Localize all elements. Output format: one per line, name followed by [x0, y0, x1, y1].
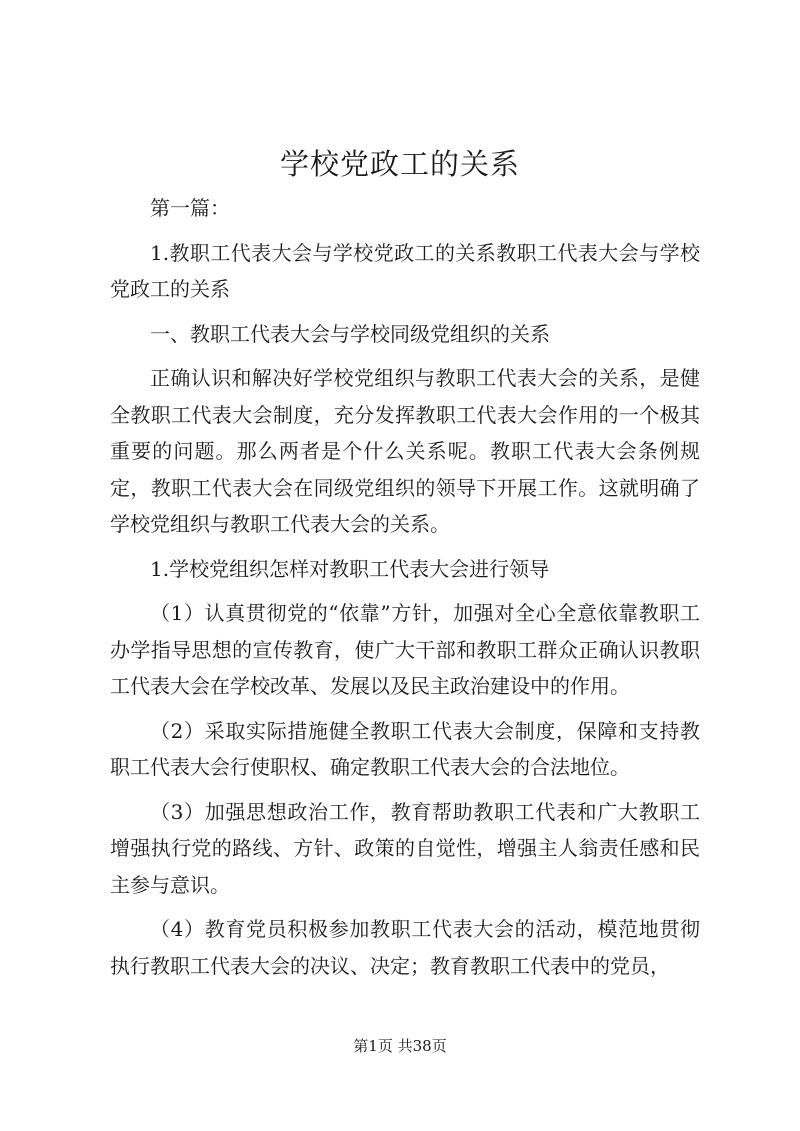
paragraph-body-1: 正确认识和解决好学校党组织与教职工代表大会的关系，是健全教职工代表大会制度，充分发挥教职工代表大会作用的一个极其重要的问题。那么两者是个什么关系呢。教职工代表大会条例规定，教职工代表大会在同级党组织的领导下开展工作。这就明确了学校党组织与教职工代表大会的关系。: [110, 366, 700, 536]
document-title: 学校党政工的关系: [279, 147, 520, 181]
paragraph-point-4: （4）教育党员积极参加教职工代表大会的活动，模范地贯彻执行教职工代表大会的决议、决定；教育教职工代表中的党员，: [110, 917, 700, 978]
paragraph-point-2: （2）采取实际措施健全教职工代表大会制度，保障和支持教职工代表大会行使职权、确定教职工代表大会的合法地位。: [110, 718, 700, 779]
paragraph-point-3: （3）加强思想政治工作，教育帮助教职工代表和广大教职工增强执行党的路线、方针、政策的自觉性，增强主人翁责任感和民主参与意识。: [110, 799, 700, 897]
paragraph-item-1: 1.教职工代表大会与学校党政工的关系教职工代表大会与学校党政工的关系: [110, 240, 700, 301]
paragraph-subheading-1: 一、教职工代表大会与学校同级党组织的关系: [150, 321, 550, 346]
paragraph-subheading-2: 1.学校党组织怎样对教职工代表大会进行领导: [150, 556, 550, 581]
page-number-footer: 第1页 共38页: [353, 1037, 447, 1055]
paragraph-section-heading: 第一篇：: [150, 196, 230, 220]
paragraph-point-1: （1）认真贯彻党的“依靠”方针，加强对全心全意依靠教职工办学指导思想的宣传教育，使广大干部和教职工群众正确认识教职工代表大会在学校改革、发展以及民主政治建设中的作用。: [110, 601, 700, 698]
document-body: [110, 190, 700, 984]
